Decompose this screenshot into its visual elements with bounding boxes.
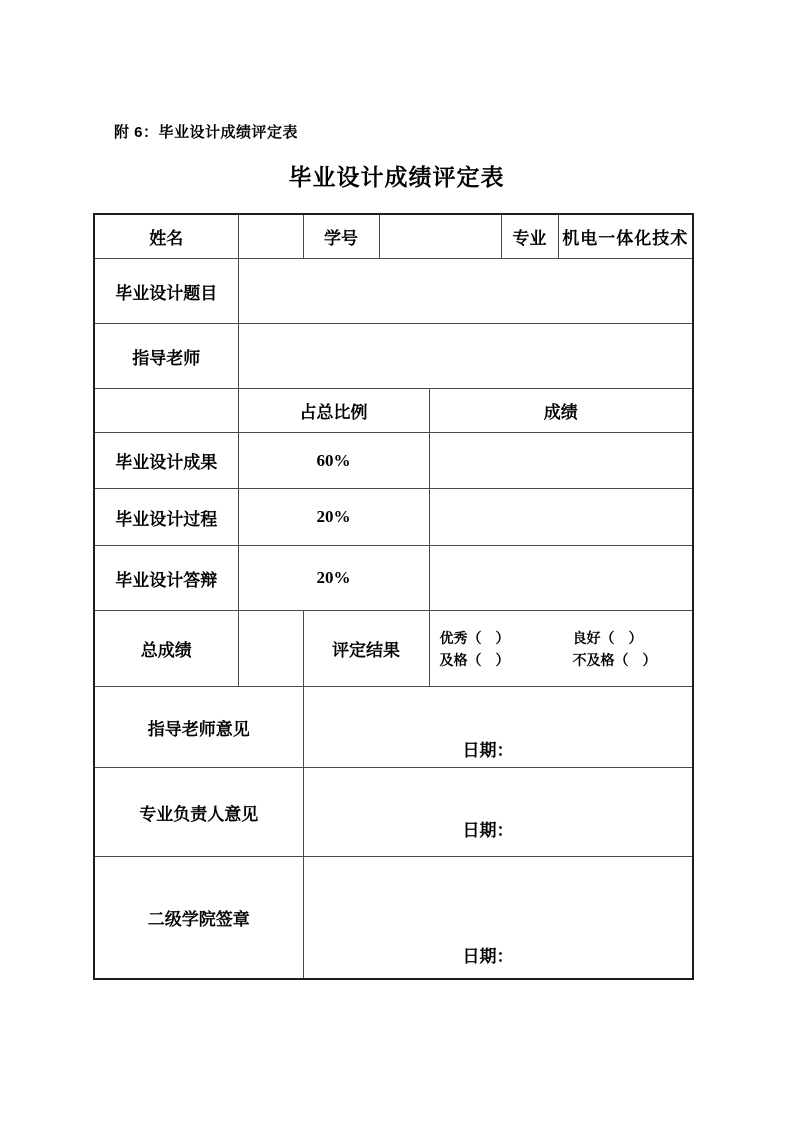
score-row-proportion: 60% [238, 433, 429, 489]
college-seal-area[interactable] [303, 857, 693, 980]
total-score-label: 总成绩 [94, 611, 238, 687]
name-value-cell[interactable] [238, 214, 303, 259]
table-row-advisor-opinion [94, 687, 693, 768]
table-row-score-defense [94, 546, 693, 611]
advisor-opinion-area[interactable] [303, 687, 693, 768]
name-label: 姓名 [94, 214, 238, 259]
score-row-proportion: 20% [238, 546, 429, 611]
advisor-value-cell[interactable] [238, 324, 693, 389]
score-header: 成绩 [429, 389, 693, 433]
score-row-label: 毕业设计答辩 [94, 546, 238, 611]
grade-option-good[interactable]: 良好（ ） [572, 629, 643, 646]
score-row-label: 毕业设计过程 [94, 489, 238, 546]
result-label: 评定结果 [303, 611, 429, 687]
total-score-value-cell[interactable] [238, 611, 303, 687]
attachment-note: 附 6：毕业设计成绩评定表 [114, 124, 299, 141]
table-row-college-seal [94, 857, 693, 980]
date-label: 日期： [462, 821, 514, 840]
table-row-score-process [94, 489, 693, 546]
grade-option-fail[interactable]: 不及格（ ） [572, 651, 657, 668]
evaluation-form-table [93, 213, 694, 980]
project-title-label: 毕业设计题目 [94, 259, 238, 324]
grade-option-pass[interactable]: 及格（ ） [439, 651, 510, 668]
score-row-proportion: 20% [238, 489, 429, 546]
table-row-advisor [94, 324, 693, 389]
table-row-score-header [94, 389, 693, 433]
student-id-value-cell[interactable] [379, 214, 501, 259]
table-row-major-head-opinion [94, 768, 693, 857]
score-row-value-cell[interactable] [429, 546, 693, 611]
table-row-project-title [94, 259, 693, 324]
score-row-value-cell[interactable] [429, 489, 693, 546]
advisor-opinion-label: 指导老师意见 [94, 687, 303, 768]
project-title-value-cell[interactable] [238, 259, 693, 324]
score-row-label: 毕业设计成果 [94, 433, 238, 489]
student-id-label: 学号 [303, 214, 379, 259]
table-row-total-score [94, 611, 693, 687]
major-label: 专业 [501, 214, 558, 259]
major-head-opinion-area[interactable] [303, 768, 693, 857]
major-value: 机电一体化技术 [558, 214, 693, 259]
table-row-identity [94, 214, 693, 259]
date-label: 日期： [462, 947, 514, 966]
college-seal-label: 二级学院签章 [94, 857, 303, 980]
proportion-header: 占总比例 [238, 389, 429, 433]
date-label: 日期： [462, 741, 514, 760]
grade-option-excellent[interactable]: 优秀（ ） [439, 629, 510, 646]
table-row-score-result [94, 433, 693, 489]
major-head-opinion-label: 专业负责人意见 [94, 768, 303, 857]
advisor-label: 指导老师 [94, 324, 238, 389]
grade-options-cell [429, 611, 693, 687]
score-header-spacer-cell [94, 389, 238, 433]
page-title: 毕业设计成绩评定表 [288, 164, 505, 190]
score-row-value-cell[interactable] [429, 433, 693, 489]
grade-options [430, 627, 693, 671]
